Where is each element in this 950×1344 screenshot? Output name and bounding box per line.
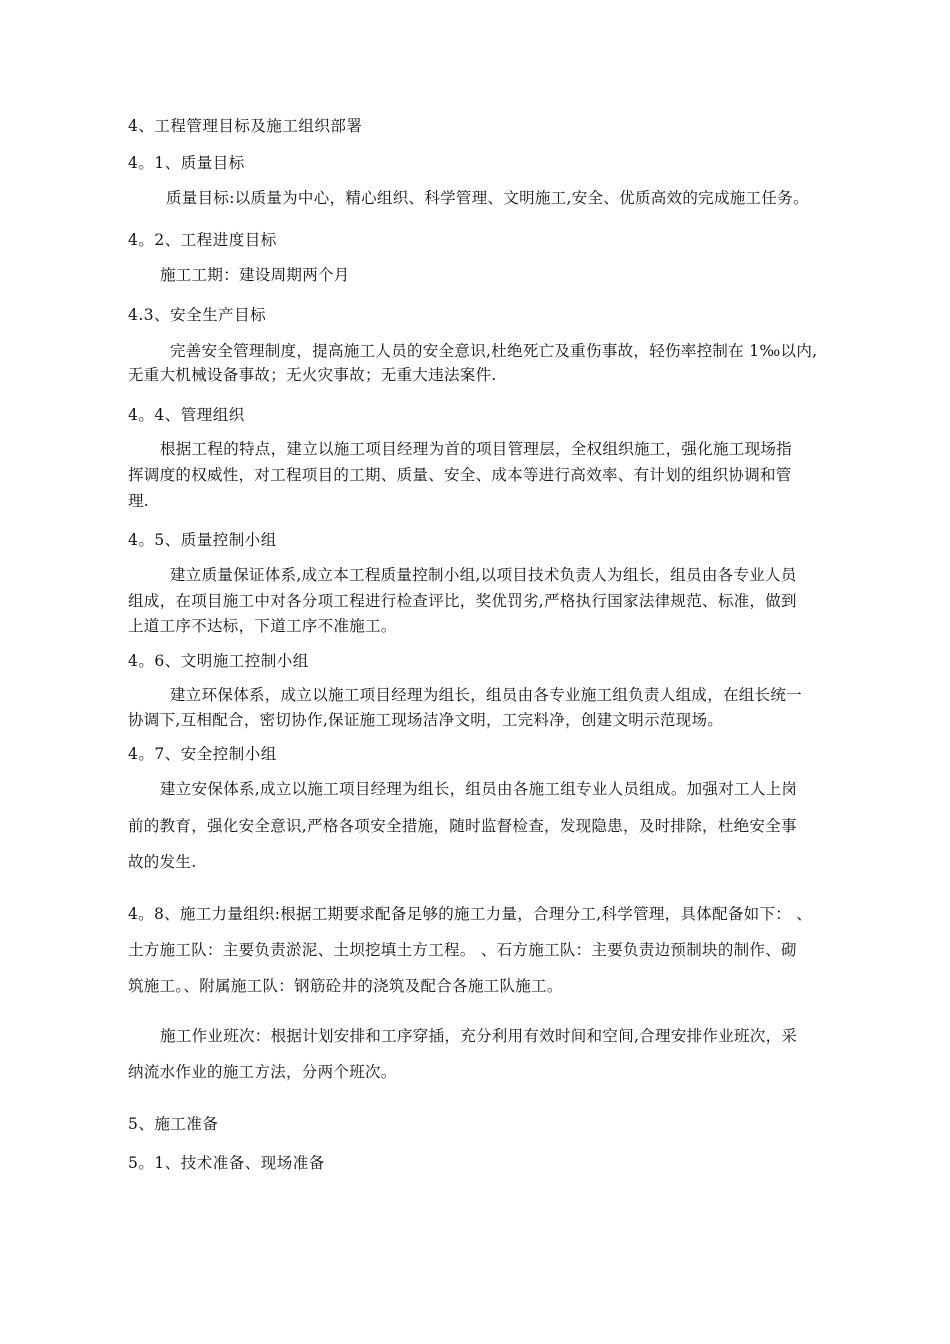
safety-group-line-2: 前的教育，强化安全意识,严格各项安全措施，随时监督检查，发现隐患，及时排除，杜绝安全事 [128, 817, 797, 835]
management-line-3: 理. [128, 492, 150, 510]
subsection-heading-4-7: 4。7、安全控制小组 [128, 745, 277, 763]
subsection-heading-4-4: 4。4、管理组织 [128, 406, 245, 424]
safety-group-line-3: 故的发生. [128, 853, 197, 871]
subsection-heading-5-1: 5。1、技术准备、现场准备 [128, 1154, 325, 1172]
subsection-heading-4-1: 4。1、质量目标 [128, 154, 245, 172]
management-line-1: 根据工程的特点，建立以施工项目经理为首的项目管理层，全权组织施工，强化施工现场指 [160, 440, 793, 458]
section-heading-4: 4、工程管理目标及施工组织部署 [128, 117, 363, 135]
workforce-line-1: 4。8、施工力量组织:根据工期要求配备足够的施工力量，合理分工,科学管理，具体配备如下： 、 [128, 905, 813, 923]
section-heading-5: 5、施工准备 [128, 1115, 219, 1133]
quality-target-line-1: 质量目标:以质量为中心，精心组织、科学管理、文明施工,安全、优质高效的完成施工任务。 [166, 189, 809, 207]
management-line-2: 挥调度的权威性，对工程项目的工期、质量、安全、成本等进行高效率、有计划的组织协调和管 [128, 466, 792, 484]
safety-target-line-2: 无重大机械设备事故；无火灾事故；无重大违法案件. [128, 366, 497, 384]
shifts-line-2: 纳流水作业的施工方法，分两个班次。 [128, 1063, 397, 1081]
civil-group-line-1: 建立环保体系，成立以施工项目经理为组长，组员由各专业施工组负责人组成，在组长统一 [170, 686, 803, 704]
civil-group-line-2: 协调下,互相配合，密切协作,保证施工现场洁净文明，工完料净，创建文明示范现场。 [128, 711, 724, 729]
subsection-heading-4-3: 4.3、安全生产目标 [128, 306, 267, 324]
quality-group-line-1: 建立质量保证体系,成立本工程质量控制小组,以项目技术负责人为组长，组员由各专业人员 [170, 566, 797, 584]
shifts-line-1: 施工作业班次：根据计划安排和工序穿插，充分利用有效时间和空间,合理安排作业班次，采 [160, 1027, 798, 1045]
schedule-line-1: 施工工期：建设周期两个月 [160, 266, 350, 284]
safety-target-line-1: 完善安全管理制度，提高施工人员的安全意识,杜绝死亡及重伤事故，轻伤率控制在 1‰以内, [170, 342, 818, 360]
subsection-heading-4-6: 4。6、文明施工控制小组 [128, 652, 309, 670]
workforce-line-2: 土方施工队：主要负责淤泥、土坝挖填土方工程。 、石方施工队：主要负责边预制块的制作、砌 [128, 941, 797, 959]
subsection-heading-4-5: 4。5、质量控制小组 [128, 531, 277, 549]
safety-group-line-1: 建立安保体系,成立以施工项目经理为组长，组员由各施工组专业人员组成。加强对工人上岗 [160, 780, 798, 798]
subsection-heading-4-2: 4。2、工程进度目标 [128, 231, 277, 249]
workforce-line-3: 筑施工。、附属施工队：钢筋砼井的浇筑及配合各施工队施工。 [128, 977, 563, 995]
quality-group-line-2: 组成，在项目施工中对各分项工程进行检查评比，奖优罚劣,严格执行国家法律规范、标准，做到 [128, 592, 797, 610]
quality-group-line-3: 上道工序不达标，下道工序不准施工。 [128, 617, 397, 635]
